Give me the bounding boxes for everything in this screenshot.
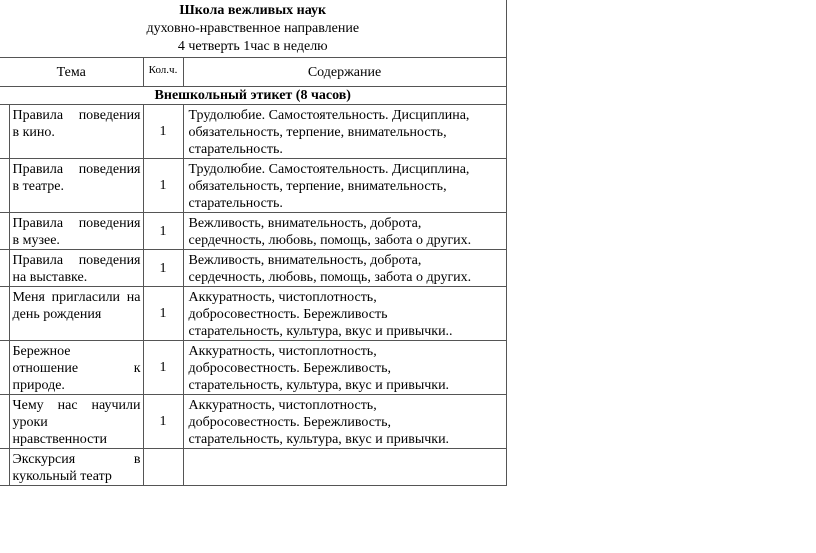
table-row (0, 287, 506, 341)
table-row (0, 159, 506, 213)
row-theme-line: на выставке. (12, 270, 88, 285)
row-content-line: сердечность, любовь, помощь, забота о других. (188, 233, 472, 248)
table-row (0, 213, 506, 250)
row-content-cell (183, 159, 506, 213)
table-row (0, 250, 506, 287)
row-content-cell (183, 250, 506, 287)
table-row (0, 395, 506, 449)
row-theme-line: Правила поведения (12, 108, 141, 123)
row-theme-line: в театре. (12, 179, 64, 194)
row-theme-cell (9, 213, 143, 250)
row-theme-line: уроки (12, 415, 48, 430)
direction-label: духовно-нравственное направление (146, 21, 360, 36)
row-content-line: Вежливость, внимательность, доброта, (188, 216, 422, 231)
row-content-cell (183, 449, 506, 486)
row-theme-line: Правила поведения (12, 253, 141, 268)
row-content-line: Трудолюбие. Самостоятельность. Дисциплина, (188, 162, 470, 177)
section-header-row (0, 87, 506, 105)
row-content-line: старательность, культура, вкус и привычки. (188, 378, 450, 393)
row-theme-cell (9, 395, 143, 449)
row-content-line: Аккуратность, чистоплотность, (188, 398, 377, 413)
row-margin-cell (0, 341, 9, 395)
row-theme-line: Чему нас научили (12, 398, 141, 413)
row-content-line: добросовестность. Бережливость, (188, 415, 391, 430)
row-content-line: обязательность, терпение, внимательность, (188, 125, 447, 140)
row-margin-cell (0, 250, 9, 287)
section-title: Внешкольный этикет (8 часов) (0, 87, 506, 105)
row-hours-cell (143, 449, 183, 486)
row-content-line: Вежливость, внимательность, доброта, (188, 253, 422, 268)
column-header-theme: Тема (0, 58, 143, 87)
row-content-line: Трудолюбие. Самостоятельность. Дисциплина, (188, 108, 470, 123)
row-margin-cell (0, 159, 9, 213)
row-theme-line: отношение к (12, 361, 141, 376)
row-content-line: Аккуратность, чистоплотность, (188, 344, 377, 359)
row-theme-line: в музее. (12, 233, 60, 248)
row-theme-line: в кино. (12, 125, 55, 140)
page-title: Школа вежливых наук (179, 3, 327, 18)
row-theme-line: Экскурсия в (12, 452, 141, 467)
row-theme-cell (9, 287, 143, 341)
row-theme-cell (9, 449, 143, 486)
column-header-count: Кол.ч. (143, 58, 183, 87)
table-row (0, 449, 506, 486)
row-content-line: обязательность, терпение, внимательность, (188, 179, 447, 194)
row-margin-cell (0, 213, 9, 250)
row-content-cell (183, 287, 506, 341)
row-content-line: Аккуратность, чистоплотность, (188, 290, 377, 305)
row-content-cell (183, 213, 506, 250)
row-margin-cell (0, 287, 9, 341)
row-margin-cell (0, 449, 9, 486)
row-content-line: сердечность, любовь, помощь, забота о других. (188, 270, 472, 285)
row-content-line: старательность. (188, 196, 283, 211)
row-theme-line: Правила поведения (12, 162, 141, 177)
row-theme-line: кукольный театр (12, 469, 112, 484)
table-body (0, 105, 506, 486)
row-theme-cell (9, 250, 143, 287)
row-theme-line: день рождения (12, 307, 102, 322)
row-content-cell (183, 341, 506, 395)
table-row (0, 341, 506, 395)
table-row (0, 105, 506, 159)
row-hours-cell: 1 (143, 105, 183, 159)
schedule-label: 4 четверть 1час в неделю (177, 39, 328, 54)
row-content-line: старательность. (188, 142, 283, 157)
row-theme-cell (9, 105, 143, 159)
column-header-row (0, 58, 506, 87)
row-hours-cell: 1 (143, 287, 183, 341)
row-theme-cell (9, 341, 143, 395)
row-hours-cell: 1 (143, 395, 183, 449)
row-content-cell (183, 105, 506, 159)
row-hours-cell: 1 (143, 341, 183, 395)
row-content-line: добросовестность. Бережливость (188, 307, 388, 322)
row-content-line: старательность, культура, вкус и привычки.. (188, 324, 453, 339)
row-hours-cell: 1 (143, 213, 183, 250)
row-margin-cell (0, 395, 9, 449)
row-margin-cell (0, 105, 9, 159)
row-theme-line: Правила поведения (12, 216, 141, 231)
row-theme-line: нравственности (12, 432, 107, 447)
row-theme-line: природе. (12, 378, 65, 393)
row-theme-line: Меня пригласили на (12, 290, 141, 305)
row-content-cell (183, 395, 506, 449)
table-title-block (0, 0, 506, 58)
row-theme-line: Бережное (12, 344, 71, 359)
row-theme-cell (9, 159, 143, 213)
row-hours-cell: 1 (143, 250, 183, 287)
row-content-line: старательность, культура, вкус и привычки. (188, 432, 450, 447)
row-content-line: добросовестность. Бережливость, (188, 361, 391, 376)
column-header-content: Содержание (183, 58, 506, 87)
row-hours-cell: 1 (143, 159, 183, 213)
